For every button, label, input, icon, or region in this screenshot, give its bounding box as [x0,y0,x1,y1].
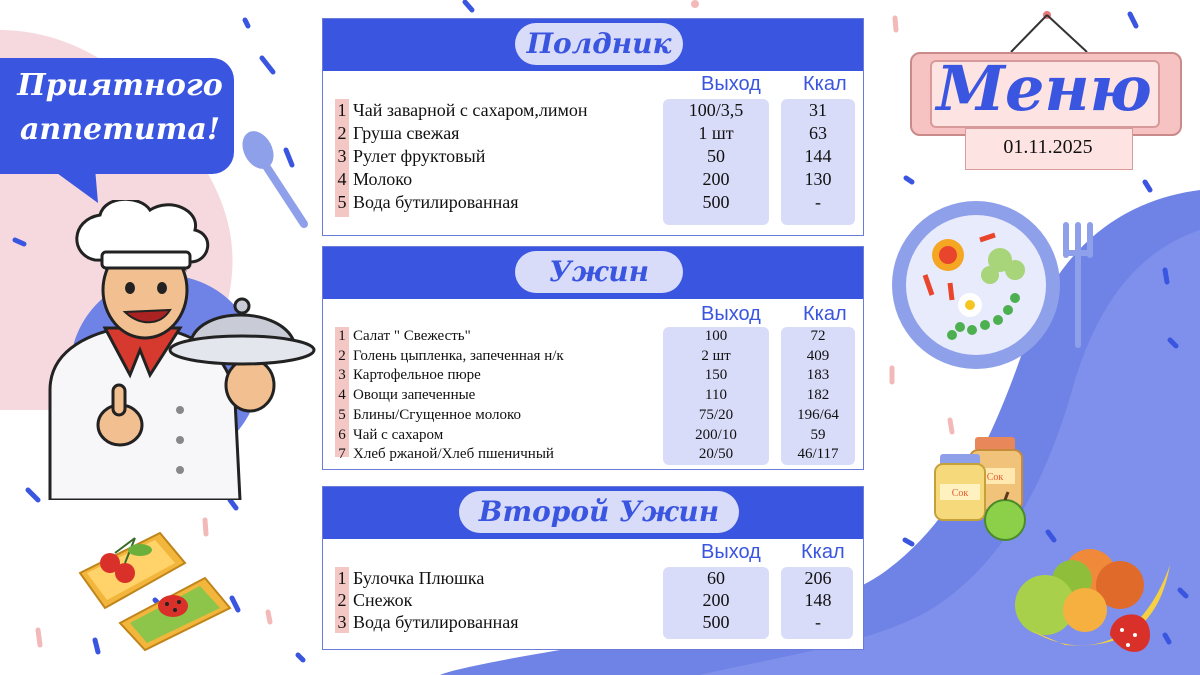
row-output: 500 [702,192,730,212]
panel-poldnik [322,18,864,236]
row-output: 200/10 [695,426,737,443]
row-kcal: 182 [806,387,830,404]
row-kcal: 31 [809,100,827,120]
row-number: 1 [337,100,347,120]
row-kcal: 59 [810,426,826,443]
juice-label-2: Сок [951,488,969,499]
row-output: 500 [702,612,730,632]
row-output: 200 [702,169,730,189]
row-number: 5 [338,406,346,423]
row-name: Молоко [353,169,413,189]
row-name: Блины/Сгущенное молоко [353,406,522,423]
menu-title: Меню [936,52,1152,125]
row-name: Голень цыпленка, запеченная н/к [353,347,564,364]
row-kcal: 130 [804,169,832,189]
row-number: 4 [337,169,347,189]
row-number: 7 [338,446,346,463]
row-number: 2 [337,123,347,143]
row-kcal: 183 [806,367,830,384]
row-kcal: - [815,612,821,632]
row-kcal: - [815,192,821,212]
fruit-basket-icon [1010,540,1175,665]
column-kcal-header: Ккал [801,541,845,563]
row-kcal: 196/64 [797,406,839,423]
row-number: 1 [337,568,347,588]
row-number: 3 [338,367,346,384]
juice-label: Сок [986,472,1004,483]
row-output: 2 шт [701,347,731,364]
column-kcal-header: Ккал [803,303,847,325]
row-name: Картофельное пюре [353,367,481,384]
row-kcal: 72 [810,328,826,344]
row-name: Снежок [353,590,413,610]
row-output: 50 [707,146,725,166]
row-output: 100 [704,328,728,344]
row-kcal: 409 [806,347,830,364]
row-number: 6 [338,426,346,443]
panel-vtoroy [322,486,864,650]
panel-vtoroy-title: Второй Ужин [459,491,739,533]
column-output-header: Выход [701,541,761,563]
row-output: 20/50 [698,446,734,463]
greeting-line-2: аппетита! [19,112,221,147]
row-number: 2 [337,590,347,610]
chef-illustration [30,200,320,500]
row-output: 100/3,5 [688,100,744,120]
column-output-header: Выход [701,303,761,325]
row-output: 60 [707,568,725,588]
row-kcal: 63 [809,123,827,143]
row-name: Рулет фруктовый [353,146,486,166]
row-number: 1 [338,328,346,344]
row-output: 200 [702,590,730,610]
column-kcal-header: Ккал [803,73,847,95]
row-name: Овощи запеченные [353,387,476,404]
row-number: 5 [337,192,347,212]
row-kcal: 46/117 [797,446,839,463]
row-name: Салат " Свежесть" [353,328,471,344]
panel-uzhin-title: Ужин [515,251,683,293]
sandwiches-icon [75,528,235,653]
row-output: 1 шт [698,123,734,143]
plate-icon [890,195,1100,380]
row-kcal: 206 [804,568,832,588]
row-name: Вода бутилированная [353,612,519,632]
panel-poldnik-title: Полдник [515,23,683,65]
row-output: 75/20 [698,406,734,423]
row-number: 3 [337,612,347,632]
row-name: Вода бутилированная [353,192,519,212]
juice-jars-icon [930,432,1040,542]
row-output: 150 [704,367,728,384]
column-output-header: Выход [701,73,761,95]
row-number: 2 [338,347,346,364]
row-number: 4 [338,387,346,404]
row-output: 110 [705,387,727,404]
row-name: Хлеб ржаной/Хлеб пшеничный [353,446,554,463]
row-kcal: 144 [804,146,832,166]
panel-uzhin [322,246,864,470]
row-name: Чай заварной с сахаром,лимон [353,100,588,120]
row-name: Булочка Плюшка [353,568,485,588]
row-number: 3 [337,146,347,166]
greeting-line-1: Приятного [17,68,223,103]
menu-date: 01.11.2025 [1003,136,1093,158]
row-name: Чай с сахаром [353,426,444,443]
row-kcal: 148 [804,590,832,610]
row-name: Груша свежая [353,123,460,143]
